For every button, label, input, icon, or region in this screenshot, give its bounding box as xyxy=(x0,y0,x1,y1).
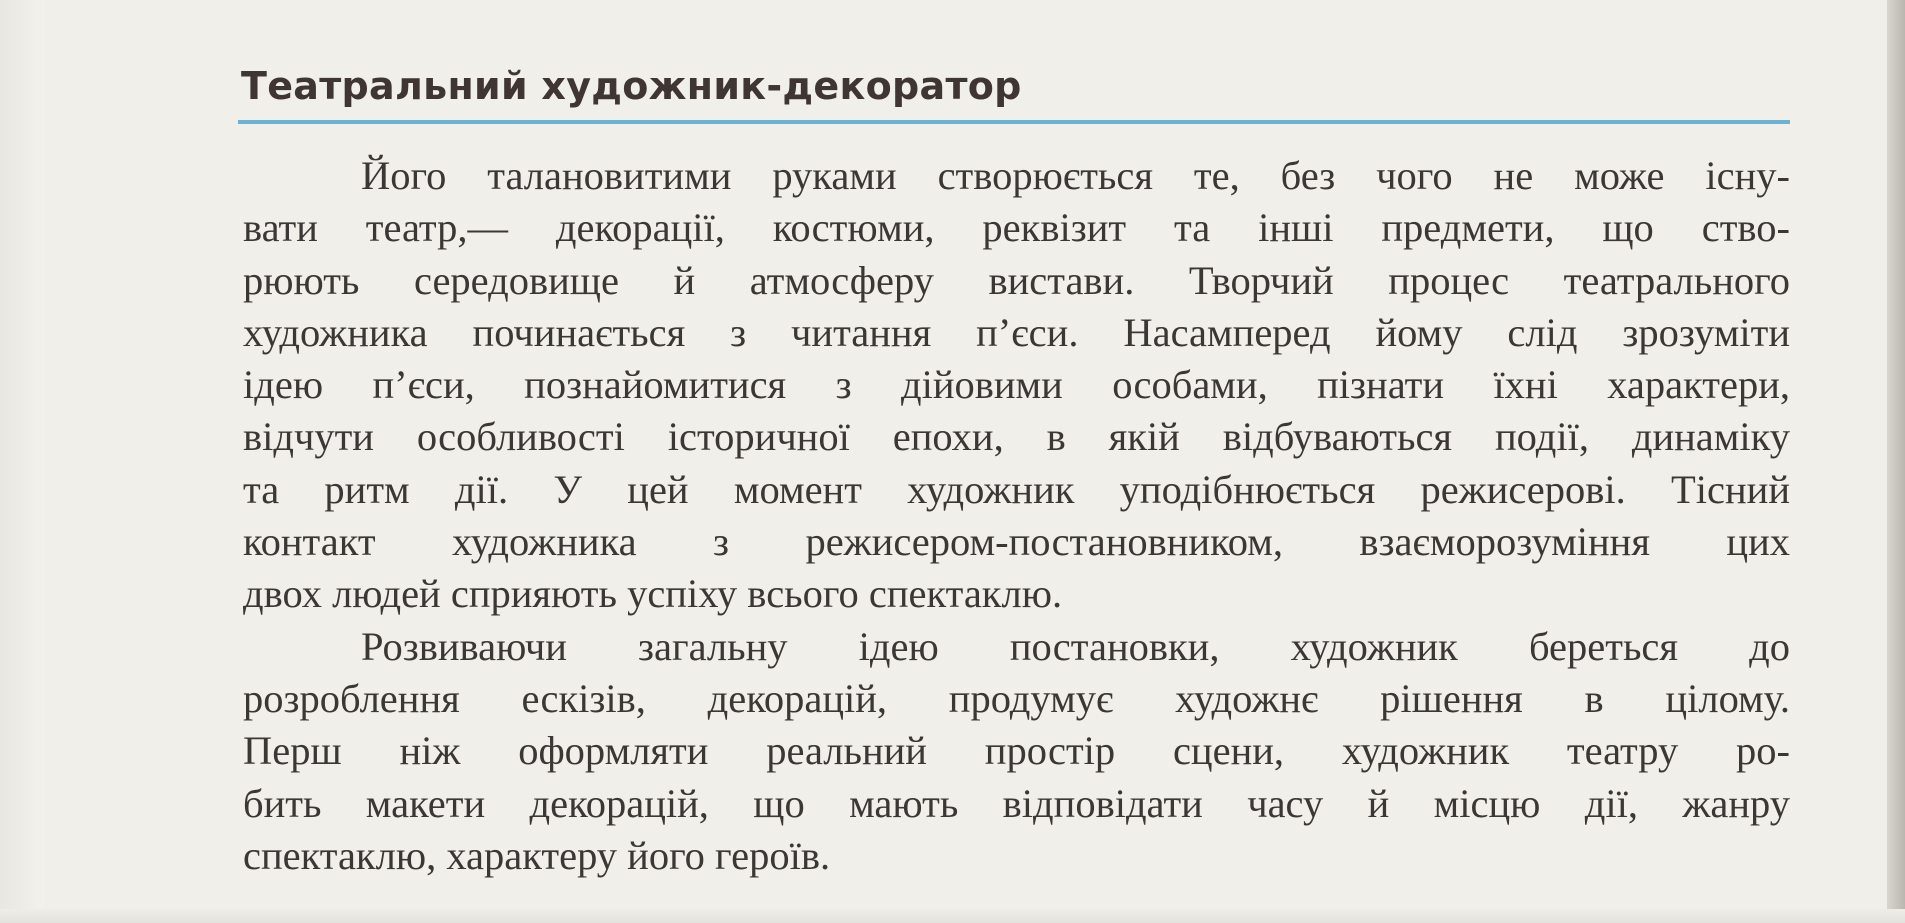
text-line: спектаклю, характеру його героїв. xyxy=(243,832,831,878)
text-line: двох людей сприяють успіху всього спектаклю. xyxy=(243,571,1063,617)
text-line: контакт художника з режисером-постановником, взаєморозуміння цих xyxy=(243,519,1790,565)
page-binding-edge xyxy=(1887,0,1905,923)
page-left-edge xyxy=(0,0,44,923)
text-line: Розвиваючи загальну ідею постановки, художник береться до xyxy=(361,623,1790,669)
text-line: та ритм дії. У цей момент художник уподібнюється режисерові. Тісний xyxy=(243,466,1790,512)
text-line: рюють середовище й атмосферу вистави. Творчий процес театрального xyxy=(243,257,1790,303)
text-line: ідею п’єси, познайомитися з дійовими особами, пізнати їхні характери, xyxy=(243,362,1790,408)
heading-underline xyxy=(238,120,1790,124)
page-bottom-edge xyxy=(0,909,1905,923)
paragraph-1 xyxy=(243,150,1790,621)
text-line: бить макети декорацій, що мають відповідати часу й місцю дії, жанру xyxy=(243,780,1790,826)
paragraph-2 xyxy=(243,621,1790,882)
text-line: відчути особливості історичної епохи, в якій відбуваються події, динаміку xyxy=(243,414,1790,460)
section-heading: Театральний художник-декоратор xyxy=(241,64,1022,108)
text-line: художника починається з читання п’єси. Насамперед йому слід зрозуміти xyxy=(243,309,1790,355)
text-line: розроблення ескізів, декорацій, продумує художнє рішення в цілому. xyxy=(243,675,1790,721)
text-line: вати театр,— декорації, костюми, реквізит та інші предмети, що ство- xyxy=(243,205,1790,251)
text-line: Його талановитими руками створюється те, без чого не може існу- xyxy=(361,153,1790,198)
body-text xyxy=(243,150,1790,882)
text-line: Перш ніж оформляти реальний простір сцени, художник театру ро- xyxy=(243,728,1790,774)
